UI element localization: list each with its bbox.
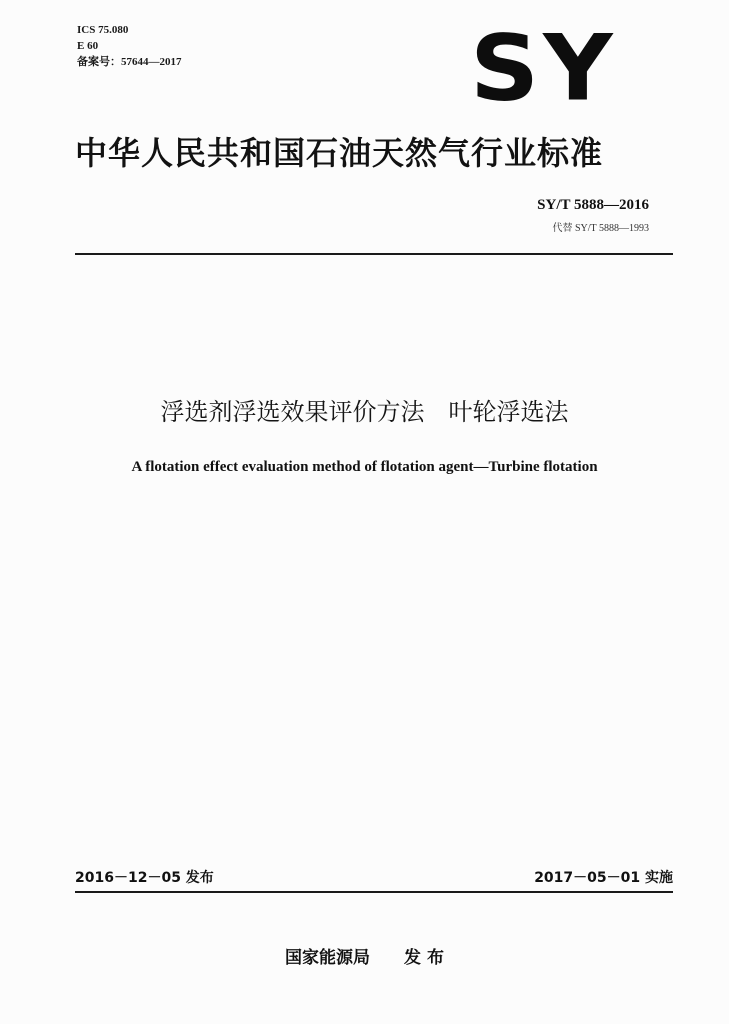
ics-code: ICS 75.080 bbox=[77, 24, 129, 36]
sector-standard-title: 中华人民共和国石油天然气行业标准 bbox=[75, 134, 604, 172]
bottom-divider bbox=[75, 891, 673, 893]
document-title-chinese: 浮选剂浮选效果评价方法 叶轮浮选法 bbox=[160, 398, 569, 426]
ccs-code: E 60 bbox=[77, 40, 99, 52]
document-title-english: A flotation effect evaluation method of flotation agent—Turbine flotation bbox=[131, 459, 598, 475]
publisher: 国家能源局 发 布 bbox=[285, 948, 444, 968]
filing-number: 备案号：57644—2017 bbox=[77, 56, 182, 68]
top-divider bbox=[75, 253, 673, 255]
implementation-date: 2017－05－01 实施 bbox=[534, 870, 673, 886]
standard-number: SY/T 5888—2016 bbox=[537, 197, 649, 213]
issue-date: 2016－12－05 发布 bbox=[75, 870, 214, 886]
replaces-standard: 代替 SY/T 5888—1993 bbox=[552, 223, 649, 234]
document-metadata bbox=[77, 22, 182, 70]
sy-logo: SY bbox=[470, 14, 617, 122]
